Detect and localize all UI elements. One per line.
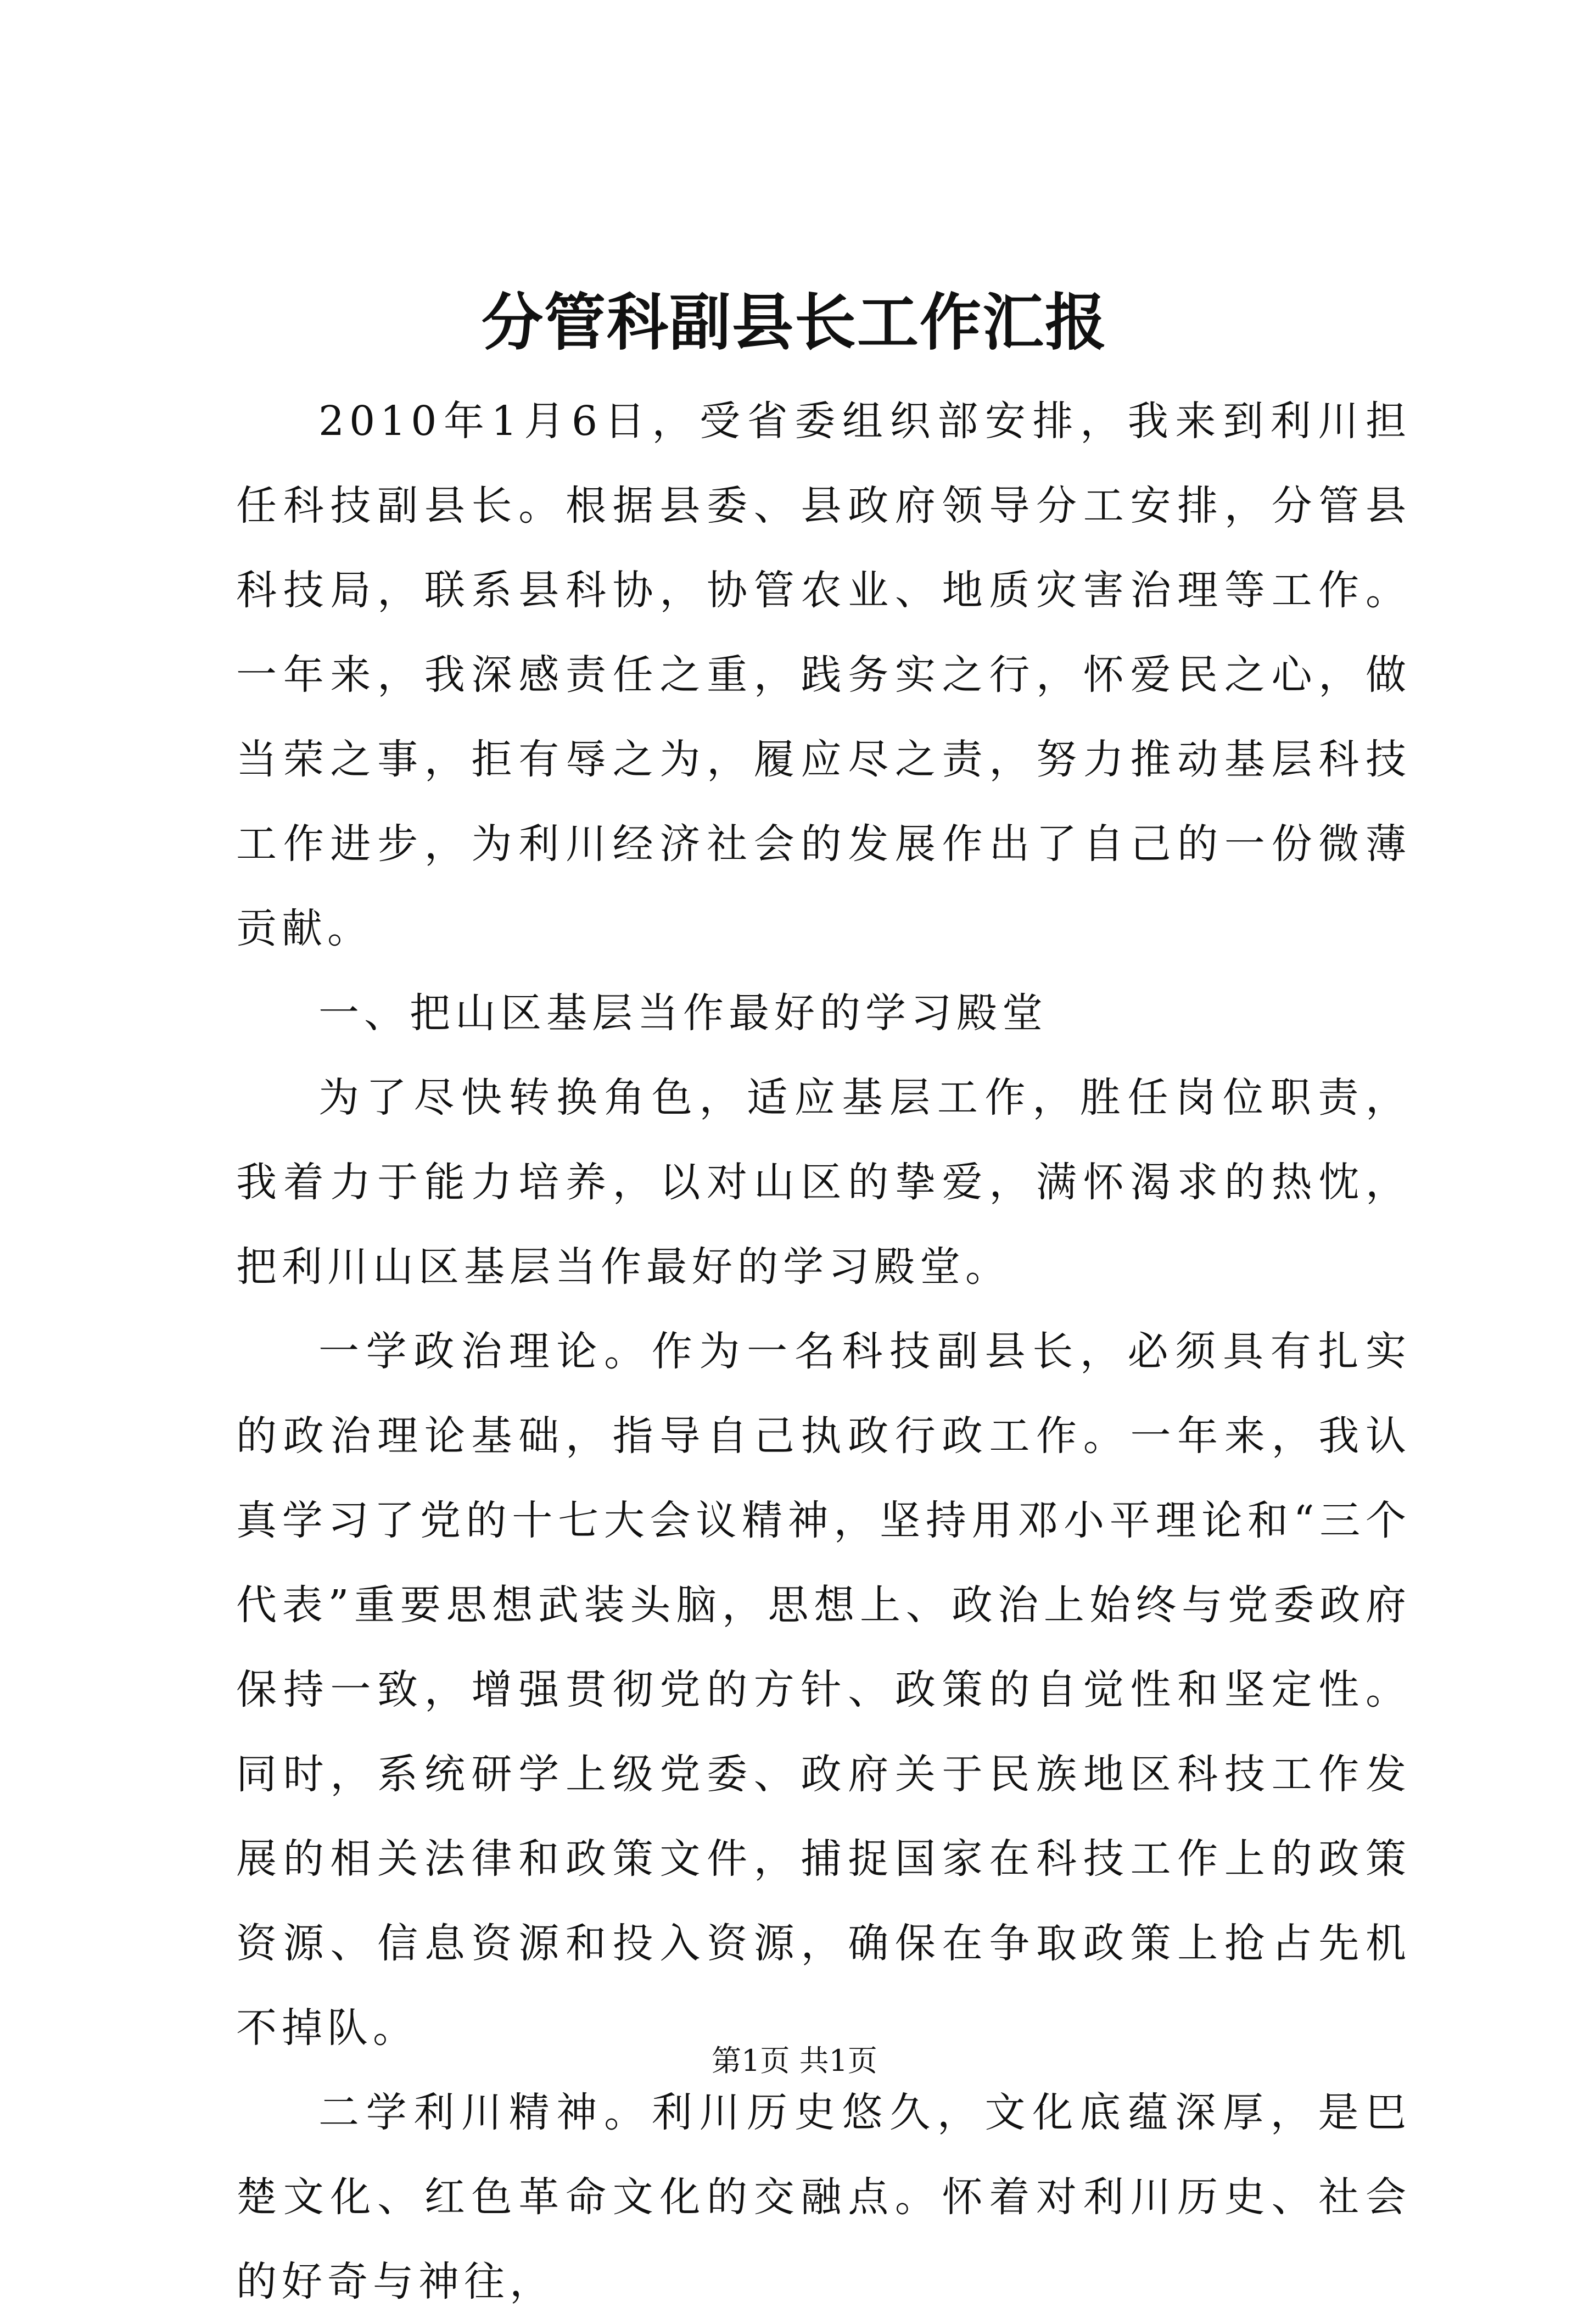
page-footer: 第1页 共1页 <box>712 2043 877 2078</box>
document-body <box>236 379 1411 2324</box>
section-heading-1: 一、把山区基层当作最好的学习殿堂 <box>318 990 1048 1037</box>
document-title: 分管科副县长工作汇报 <box>482 287 1107 359</box>
paragraph-intro: 2010年1月6日，受省委组织部安排，我来到利川担任科技副县长。根据县委、县政府领导分工安排，分管县科技局，联系县科协，协管农业、地质灾害治理等工作。一年来，我深感责任之重，践务实之行，怀爱民之心，做当荣之事，拒有辱之为，履应尽之责，努力推动基层科技工作进步，为利川经济社会的发展作出了自己的一份微薄贡献。 <box>236 398 1411 952</box>
paragraph-lichuan-spirit: 二学利川精神。利川历史悠久，文化底蕴深厚，是巴楚文化、红色革命文化的交融点。怀着对利川历史、社会的好奇与神往， <box>236 2089 1411 2305</box>
paragraph-section-1-intro: 为了尽快转换角色，适应基层工作，胜任岗位职责，我着力于能力培养，以对山区的挚爱，满怀渴求的热忱，把利川山区基层当作最好的学习殿堂。 <box>236 1074 1411 1291</box>
paragraph-political-theory: 一学政治理论。作为一名科技副县长，必须具有扎实的政治理论基础，指导自己执政行政工作。一年来，我认真学习了党的十七大会议精神，坚持用邓小平理论和“三个代表”重要思想武装头脑，思想上、政治上始终与党委政府保持一致，增强贯彻党的方针、政策的自觉性和坚定性。同时，系统研学上级党委、政府关于民族地区科技工作发展的相关法律和政策文件，捕捉国家在科技工作上的政策资源、信息资源和投入资源，确保在争取政策上抢占先机不掉队。 <box>236 1328 1411 2052</box>
